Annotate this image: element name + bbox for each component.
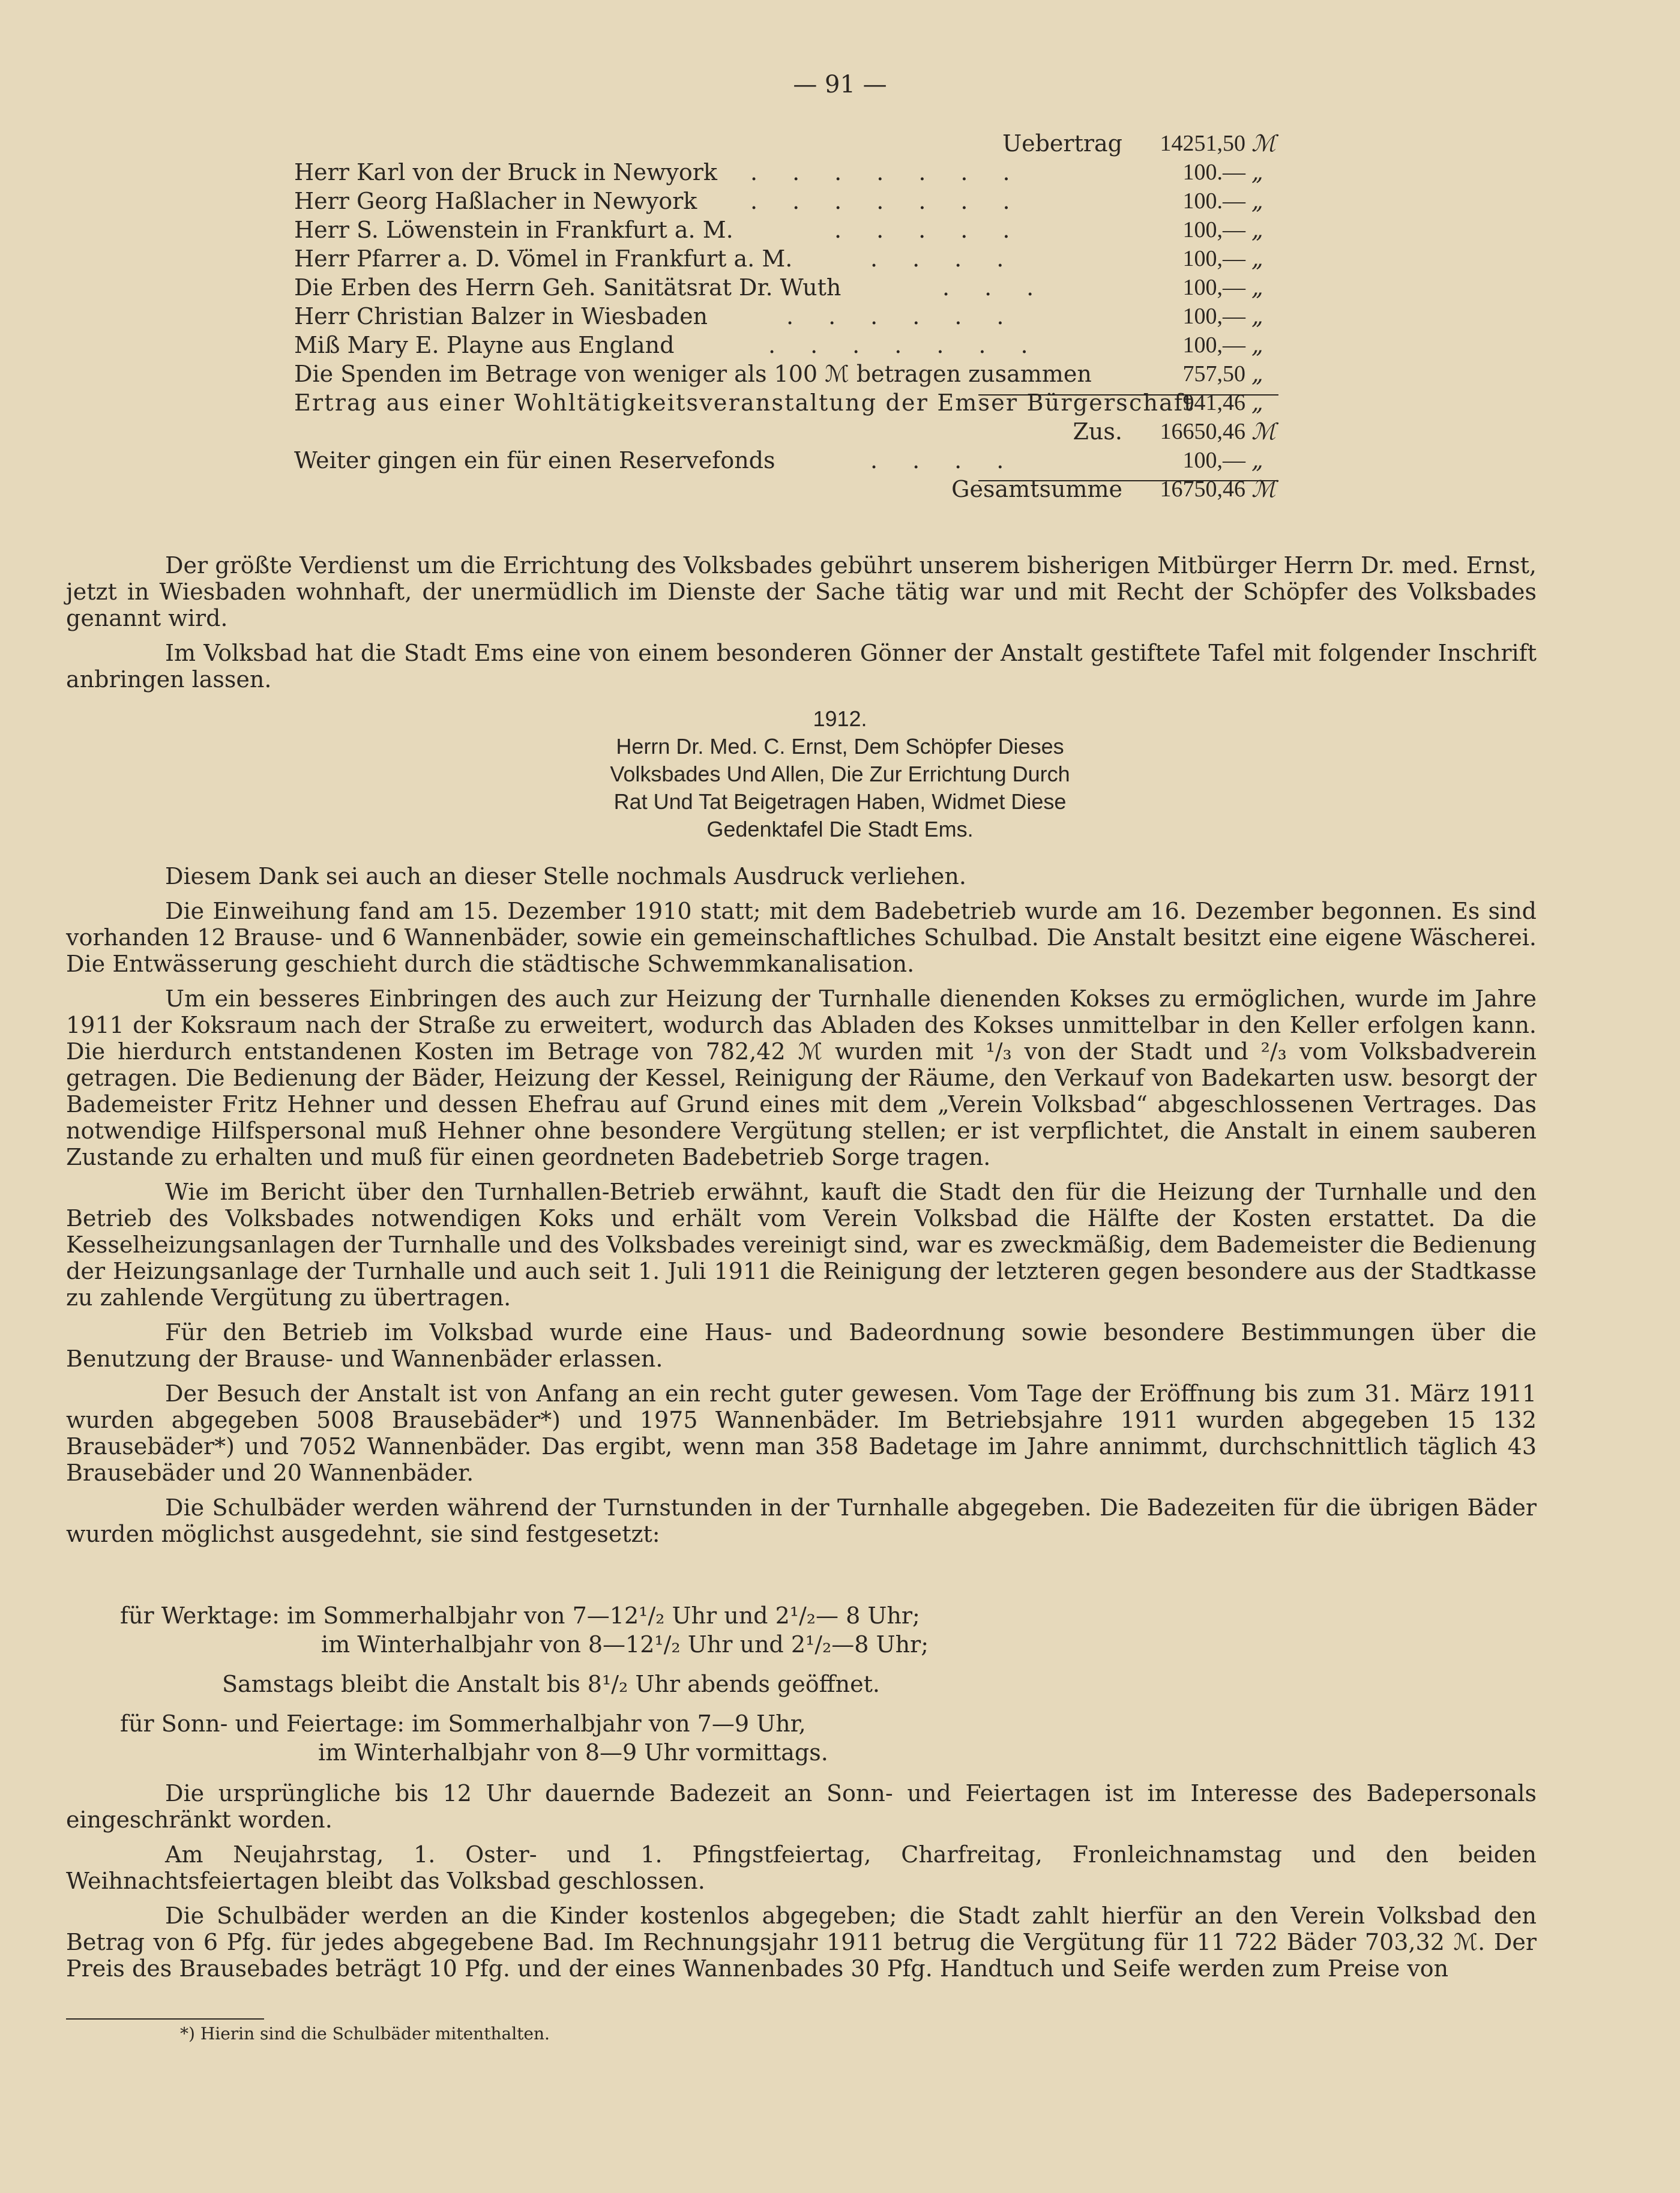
- total-amount: 16750,46: [1160, 477, 1245, 502]
- ditto-mark: „: [1251, 274, 1263, 301]
- leader-dots: ....: [870, 245, 1039, 272]
- footnote: *) Hierin sind die Schulbäder mitenthalten.: [180, 2024, 550, 2044]
- leader-dots: ...: [942, 274, 1069, 301]
- reserve-text: Weiter gingen ein für einen Reservefonds: [294, 447, 775, 474]
- total-label: Gesamtsumme: [951, 476, 1122, 502]
- schedule-weekday-1: für Werktage: im Sommerhalbjahr von 7—12¹/₂ Uhr und 2¹/₂— 8 Uhr;: [120, 1602, 920, 1629]
- leader-dots: .......: [768, 332, 1063, 358]
- schedule-sunday-2: im Winterhalbjahr von 8—9 Uhr vormittags.: [318, 1739, 828, 1766]
- inscription-line: Volksbades Und Allen, Die Zur Errichtung Durch: [610, 762, 1070, 786]
- ditto-mark: „: [1251, 188, 1263, 214]
- donor-name: Die Erben des Herrn Geh. Sanitätsrat Dr. Wuth: [294, 274, 842, 301]
- ledger-row: [294, 446, 1278, 475]
- donation-amount: 100.—: [1182, 188, 1245, 214]
- reserve-amount: 100,—: [1182, 448, 1245, 473]
- intro-text: [66, 552, 1537, 701]
- leader-dots: .......: [750, 159, 1045, 185]
- ledger-row: [294, 331, 1278, 359]
- ditto-mark: „: [1251, 332, 1263, 358]
- paragraph: Die Schulbäder werden an die Kinder kostenlos abgegeben; die Stadt zahlt hierfür an den Verein Volksbad den Betrag von 6 Pfg. für jedes abgegebene Bad. Im Rechnungsjahr 1911 betrug die Vergütung für 11 722 Bäder 703,32 ℳ. Der Preis des Brausebades beträgt 10 Pfg. und der eines Wannenbades 30 Pfg. Handtuch und Seife werden zum Preise von: [66, 1903, 1537, 1982]
- paragraph: Für den Betrieb im Volksbad wurde eine Haus- und Badeordnung sowie besondere Bestimmungen über die Benutzung der Brause- und Wannenbäder erlassen.: [66, 1319, 1537, 1372]
- ledger-total-row: [294, 475, 1278, 504]
- inscription-line: Gedenktafel Die Stadt Ems.: [706, 817, 974, 841]
- paragraph: Wie im Bericht über den Turnhallen-Betrieb erwähnt, kauft die Stadt den für die Heizung der Turnhalle und den Betrieb des Volksbades notwendigen Koks und erhält vom Verein Volksbad die Hälfte der Kosten erstattet. Da die Kesselheizungsanlagen der Turnhalle und des Volksbades vereinigt sind, war es zweckmäßig, dem Bademeister die Bedienung der Heizungsanlage der Turnhalle und auch seit 1. Juli 1911 die Reinigung der letzteren gegen besondere aus der Stadtkasse zu zahlende Vergütung zu übertragen.: [66, 1179, 1537, 1311]
- carry-label: Uebertrag: [1002, 130, 1122, 157]
- currency-symbol: ℳ: [1251, 130, 1276, 157]
- donation-amount: 100,—: [1182, 275, 1245, 300]
- leader-dots: .....: [834, 217, 1045, 243]
- donation-amount: 100,—: [1182, 332, 1245, 358]
- paragraph: Die ursprüngliche bis 12 Uhr dauernde Badezeit an Sonn- und Feiertagen ist im Interesse des Badepersonals eingeschränkt worden.: [66, 1780, 1537, 1833]
- paragraph: Um ein besseres Einbringen des auch zur Heizung der Turnhalle dienenden Kokses zu ermöglichen, wurde im Jahre 1911 der Koksraum nach der Straße zu erweitert, wodurch das Abladen des Kokses unmittelbar in den Keller erfolgen kann. Die hierdurch entstandenen Kosten im Betrage von 782,42 ℳ wurden mit ¹/₃ von der Stadt und ²/₃ vom Volksbadverein getragen. Die Bedienung der Bäder, Heizung der Kessel, Reinigung der Räume, den Verkauf von Badekarten usw. besorgt der Bademeister Fritz Hehner und dessen Ehefrau auf Grund eines mit dem „Verein Volksbad“ abgeschlossenen Vertrages. Das notwendige Hilfspersonal muß Hehner ohne besondere Vergütung stellen; er ist verpflichtet, die Anstalt in einem sauberen Zustande zu erhalten und muß für einen geordneten Badebetrieb Sorge tragen.: [66, 985, 1537, 1170]
- ditto-mark: „: [1251, 447, 1263, 474]
- ledger-row: [294, 215, 1278, 244]
- small-donations-amount: 757,50: [1182, 361, 1245, 387]
- donor-name: Miß Mary E. Playne aus England: [294, 332, 675, 358]
- donor-name: Herr Pfarrer a. D. Vömel in Frankfurt a. M.: [294, 245, 793, 272]
- donor-name: Herr Christian Balzer in Wiesbaden: [294, 303, 708, 329]
- schedule-weekday-2: im Winterhalbjahr von 8—12¹/₂ Uhr und 2¹/₂—8 Uhr;: [321, 1631, 929, 1658]
- ditto-mark: „: [1251, 245, 1263, 272]
- page-number: — 91 —: [793, 71, 887, 98]
- inscription-line: Herrn Dr. Med. C. Ernst, Dem Schöpfer Dieses: [616, 734, 1064, 759]
- charity-amount: 941,46: [1182, 390, 1245, 415]
- ditto-mark: „: [1251, 390, 1263, 416]
- donor-name: Herr Karl von der Bruck in Newyork: [294, 159, 717, 185]
- inscription-line: 1912.: [813, 706, 867, 731]
- donation-amount: 100,—: [1182, 246, 1245, 271]
- currency-symbol: ℳ: [1251, 418, 1276, 445]
- ledger-row: [294, 158, 1278, 187]
- donation-ledger: [294, 129, 1278, 504]
- ledger-row: [294, 273, 1278, 302]
- ledger-row: [294, 302, 1278, 331]
- charity-text: Ertrag aus einer Wohltätigkeitsveranstaltung der Emser Bürgerschaft: [294, 390, 1194, 416]
- carry-amount: 14251,50: [1160, 131, 1245, 156]
- leader-dots: ....: [870, 447, 1039, 474]
- subtotal-label: Zus.: [1073, 418, 1122, 445]
- donation-amount: 100.—: [1182, 160, 1245, 185]
- ledger-row: [294, 388, 1278, 417]
- inscription-line: Rat Und Tat Beigetragen Haben, Widmet Diese: [613, 789, 1067, 814]
- donation-amount: 100,—: [1182, 304, 1245, 329]
- inscription-block: [0, 705, 1680, 843]
- paragraph: Die Schulbäder werden während der Turnstunden in der Turnhalle abgegeben. Die Badezeiten für die übrigen Bäder wurden möglichst ausgedehnt, sie sind festgesetzt:: [66, 1494, 1537, 1547]
- ledger-subtotal-row: [294, 417, 1278, 446]
- paragraph: Der Besuch der Anstalt ist von Anfang an ein recht guter gewesen. Vom Tage der Eröffnung bis zum 31. März 1911 wurden abgegeben 5008 Brausebäder*) und 1975 Wannenbäder. Im Betriebsjahre 1911 wurden abgegeben 15 132 Brausebäder*) und 7052 Wannenbäder. Das ergibt, wenn man 358 Badetage im Jahre annimmt, durchschnittlich täglich 43 Brausebäder und 20 Wannenbäder.: [66, 1380, 1537, 1486]
- ditto-mark: „: [1251, 159, 1263, 185]
- ditto-mark: „: [1251, 361, 1263, 387]
- paragraph: Am Neujahrstag, 1. Oster- und 1. Pfingstfeiertag, Charfreitag, Fronleichnamstag und den beiden Weihnachtsfeiertagen bleibt das Volksbad geschlossen.: [66, 1841, 1537, 1894]
- schedule-sunday-1: für Sonn- und Feiertage: im Sommerhalbjahr von 7—9 Uhr,: [120, 1710, 806, 1737]
- main-text: [66, 863, 1537, 1556]
- currency-symbol: ℳ: [1251, 476, 1276, 502]
- ledger-row: [294, 187, 1278, 215]
- donation-amount: 100,—: [1182, 217, 1245, 242]
- donor-name: Herr Georg Haßlacher in Newyork: [294, 188, 697, 214]
- ledger-row: [294, 359, 1278, 388]
- paragraph: Im Volksbad hat die Stadt Ems eine von einem besonderen Gönner der Anstalt gestiftete Tafel mit folgender Inschrift anbringen lassen.: [66, 640, 1537, 693]
- sum-rule: [978, 394, 1278, 396]
- donor-name: Herr S. Löwenstein in Frankfurt a. M.: [294, 217, 733, 243]
- paragraph: Die Einweihung fand am 15. Dezember 1910 statt; mit dem Badebetrieb wurde am 16. Dezember begonnen. Es sind vorhanden 12 Brause- und 6 Wannenbäder, sowie ein gemeinschaftliches Schulbad. Die Anstalt besitzt eine eigene Wäscherei. Die Entwässerung geschieht durch die städtische Schwemmkanalisation.: [66, 898, 1537, 977]
- leader-dots: ......: [786, 303, 1039, 329]
- leader-dots: .......: [750, 188, 1045, 214]
- ditto-mark: „: [1251, 217, 1263, 243]
- closing-text: [66, 1780, 1537, 1990]
- ditto-mark: „: [1251, 303, 1263, 329]
- subtotal-amount: 16650,46: [1160, 419, 1245, 444]
- footnote-rule: [66, 2018, 264, 2020]
- ledger-carry-row: [294, 129, 1278, 158]
- paragraph: Der größte Verdienst um die Errichtung des Volksbades gebührt unserem bisherigen Mitbürger Herrn Dr. med. Ernst, jetzt in Wiesbaden wohnhaft, der unermüdlich im Dienste der Sache tätig war und mit Recht der Schöpfer des Volksbades genannt wird.: [66, 552, 1537, 631]
- small-donations-text: Die Spenden im Betrage von weniger als 100 ℳ betragen zusammen: [294, 361, 1092, 387]
- paragraph: Diesem Dank sei auch an dieser Stelle nochmals Ausdruck verliehen.: [165, 863, 966, 889]
- schedule-saturday: Samstags bleibt die Anstalt bis 8¹/₂ Uhr abends geöffnet.: [222, 1671, 880, 1697]
- ledger-row: [294, 244, 1278, 273]
